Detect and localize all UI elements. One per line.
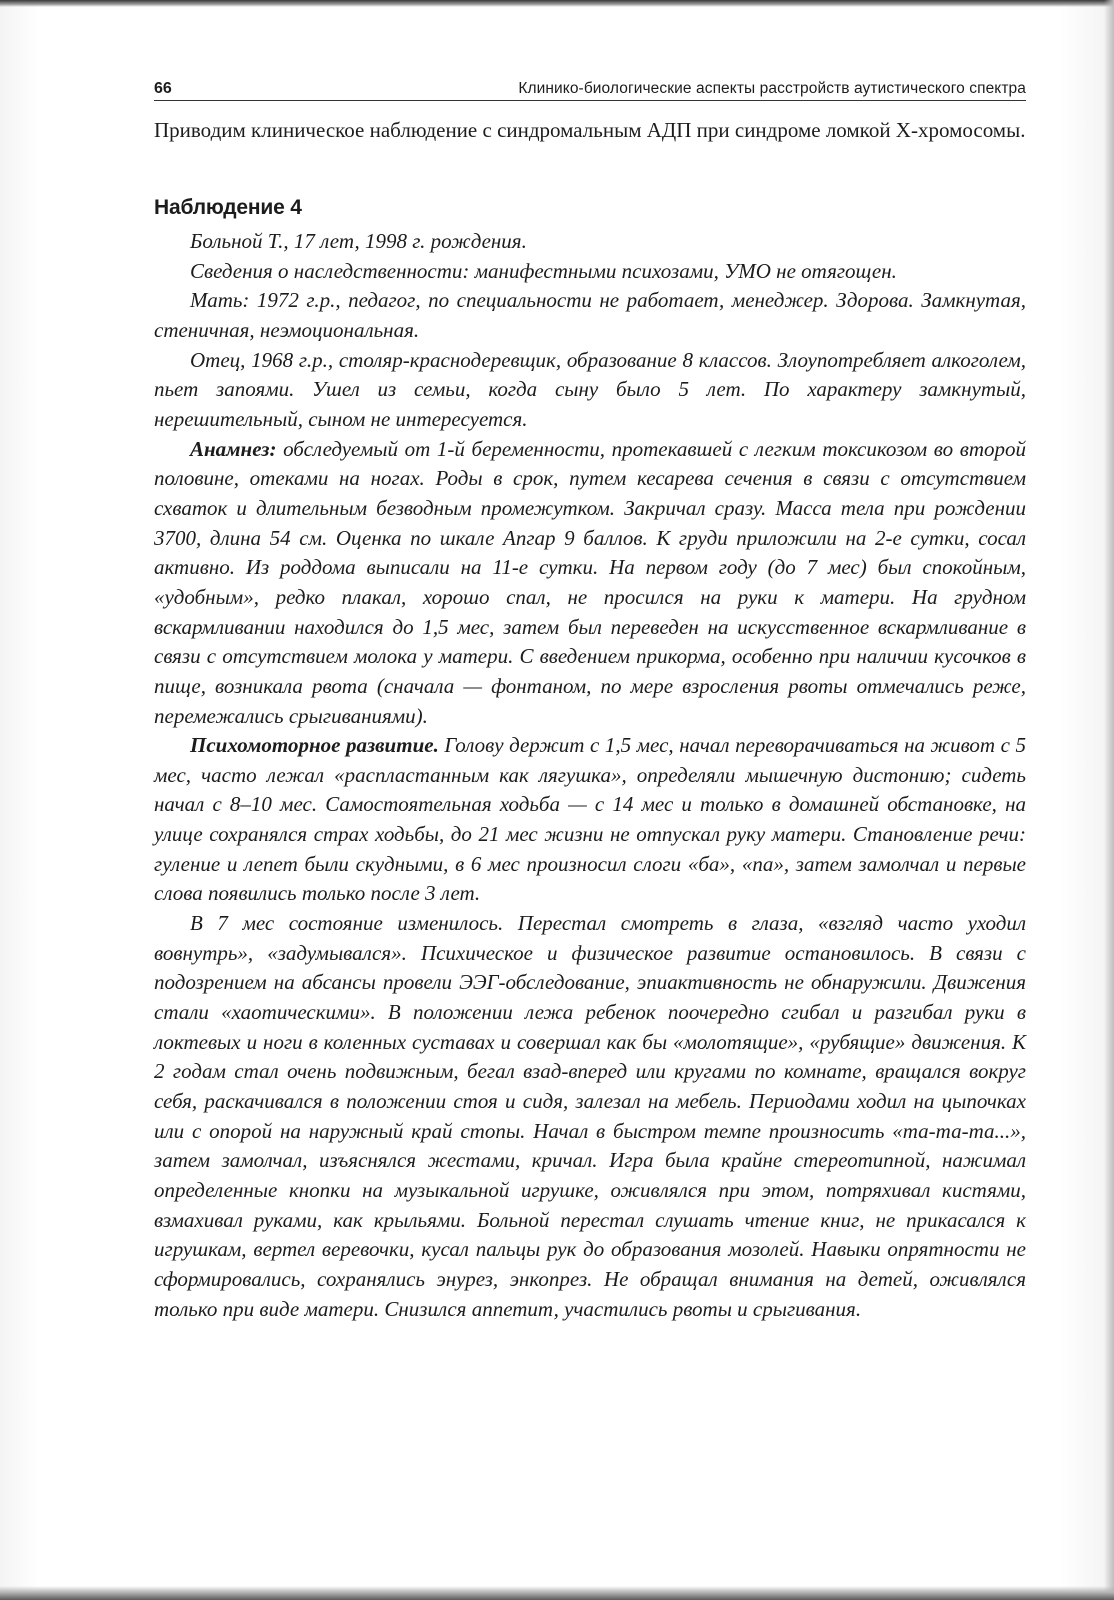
paragraph-anamnesis: Анамнез: обследуемый от 1-й беременности, протекавшей с легким токсикозом во второй половине, отеками на ногах. Роды в срок, путем кесарева сечения в связи с отсутствием схваток и длительным безводным промежутком. Закричал сразу. Масса тела при рождении 3700, длина 54 см. Оценка по шкале Апгар 9 баллов. К груди приложили на 2-е сутки, сосал активно. Из роддома выписали на 11-е сутки. На первом году (до 7 мес) был спокойным, «удобным», редко плакал, хорошо спал, не просился на руки к матери. На грудном вскармливании находился до 1,5 мес, затем был переведен на искусственное вскармливание в связи с отсутствием молока у матери. С введением прикорма, особенно при наличии кусочков в пище, возникала рвота (сначала — фонтаном, по мере взросления рвоты отмечались реже, перемежались срыгиваниями). bbox=[154, 436, 1026, 728]
scan-edge-bottom bbox=[0, 1586, 1114, 1600]
paragraph-regression: В 7 мес состояние изменилось. Перестал смотреть в глаза, «взгляд часто уходил вовнутрь», «задумывался». Психическое и физическое развитие остановилось. В связи с подозрением на абсансы провели ЭЭГ-обследование, эпиактивность не обнаружили. Движения стали «хаотическими». В положении лежа ребенок поочередно сгибал и разгибал руки в локтевых и ноги в коленных суставах и совершал как бы «молотящие», «рубящие» движения. К 2 годам стал очень подвижным, бегал взад-вперед или кругами по комнате, вращался вокруг себя, раскачивался в положении стоя и сидя, залезал на мебель. Периодами ходил на цыпочках или с опорой на наружный край стопы. Начал в быстром темпе произносить «та-та-та...», затем замолчал, изъяснялся жестами, кричал. Игра была крайне стереотипной, нажимал определенные кнопки на музыкальной игрушке, оживлялся при этом, потряхивал кистями, взмахивал руками, как крыльями. Больной перестал слушать чтение книг, не прикасался к игрушкам, вертел веревочки, кусал пальцы рук до образования мозолей. Навыки опрятности не сформировались, сохранялись энурез, энкопрез. Не обращал внимания на детей, оживлялся только при виде матери. Снизился аппетит, участились рвоты и срыгивания. bbox=[154, 911, 1026, 1321]
paragraph-father: Отец, 1968 г.р., столяр-краснодеревщик, образование 8 классов. Злоупотребляет алкоголем, пьет запоями. Ушел из семьи, когда сыну было 5 лет. По характеру замкнутый, нерешительный, сыном не интересуется. bbox=[154, 347, 1026, 431]
scan-edge-top bbox=[0, 0, 1114, 7]
paragraph-lead: Анамнез: bbox=[190, 436, 277, 461]
running-title: Клинико-биологические аспекты расстройств аутистического спектра bbox=[518, 80, 1026, 97]
scan-edge-right bbox=[1104, 0, 1114, 1600]
page-number: 66 bbox=[154, 80, 172, 97]
paragraph-lead: Психомоторное развитие. bbox=[190, 733, 439, 758]
section-heading: Наблюдение 4 bbox=[154, 196, 302, 219]
paragraph-mother: Мать: 1972 г.р., педагог, по специальности не работает, менеджер. Здорова. Замкнутая, стеничная, неэмоциональная. bbox=[154, 288, 1026, 342]
intro-paragraph: Приводим клиническое наблюдение с синдромальным АДП при синдроме ломкой Х-хромосомы. bbox=[154, 118, 1026, 142]
running-head bbox=[154, 76, 1026, 101]
paragraph-psychomotor: Психомоторное развитие. Голову держит с 1,5 мес, начал переворачиваться на живот с 5 мес, часто лежал «распластанным как лягушка», определяли мышечную дистонию; сидеть начал с 8–10 мес. Самостоятельная ходьба — с 14 мес и только в домашней обстановке, на улице сохранялся страх ходьбы, до 21 мес жизни не отпускал руку матери. Становление речи: гуление и лепет были скудными, в 6 мес произносил слоги «ба», «па», затем замолчал и первые слова появились только после 3 лет. bbox=[154, 733, 1026, 906]
case-body bbox=[154, 227, 1026, 1324]
paragraph-heredity: Сведения о наследственности: манифестными психозами, УМО не отягощен. bbox=[190, 258, 897, 283]
paragraph-patient: Больной Т., 17 лет, 1998 г. рождения. bbox=[190, 229, 527, 253]
